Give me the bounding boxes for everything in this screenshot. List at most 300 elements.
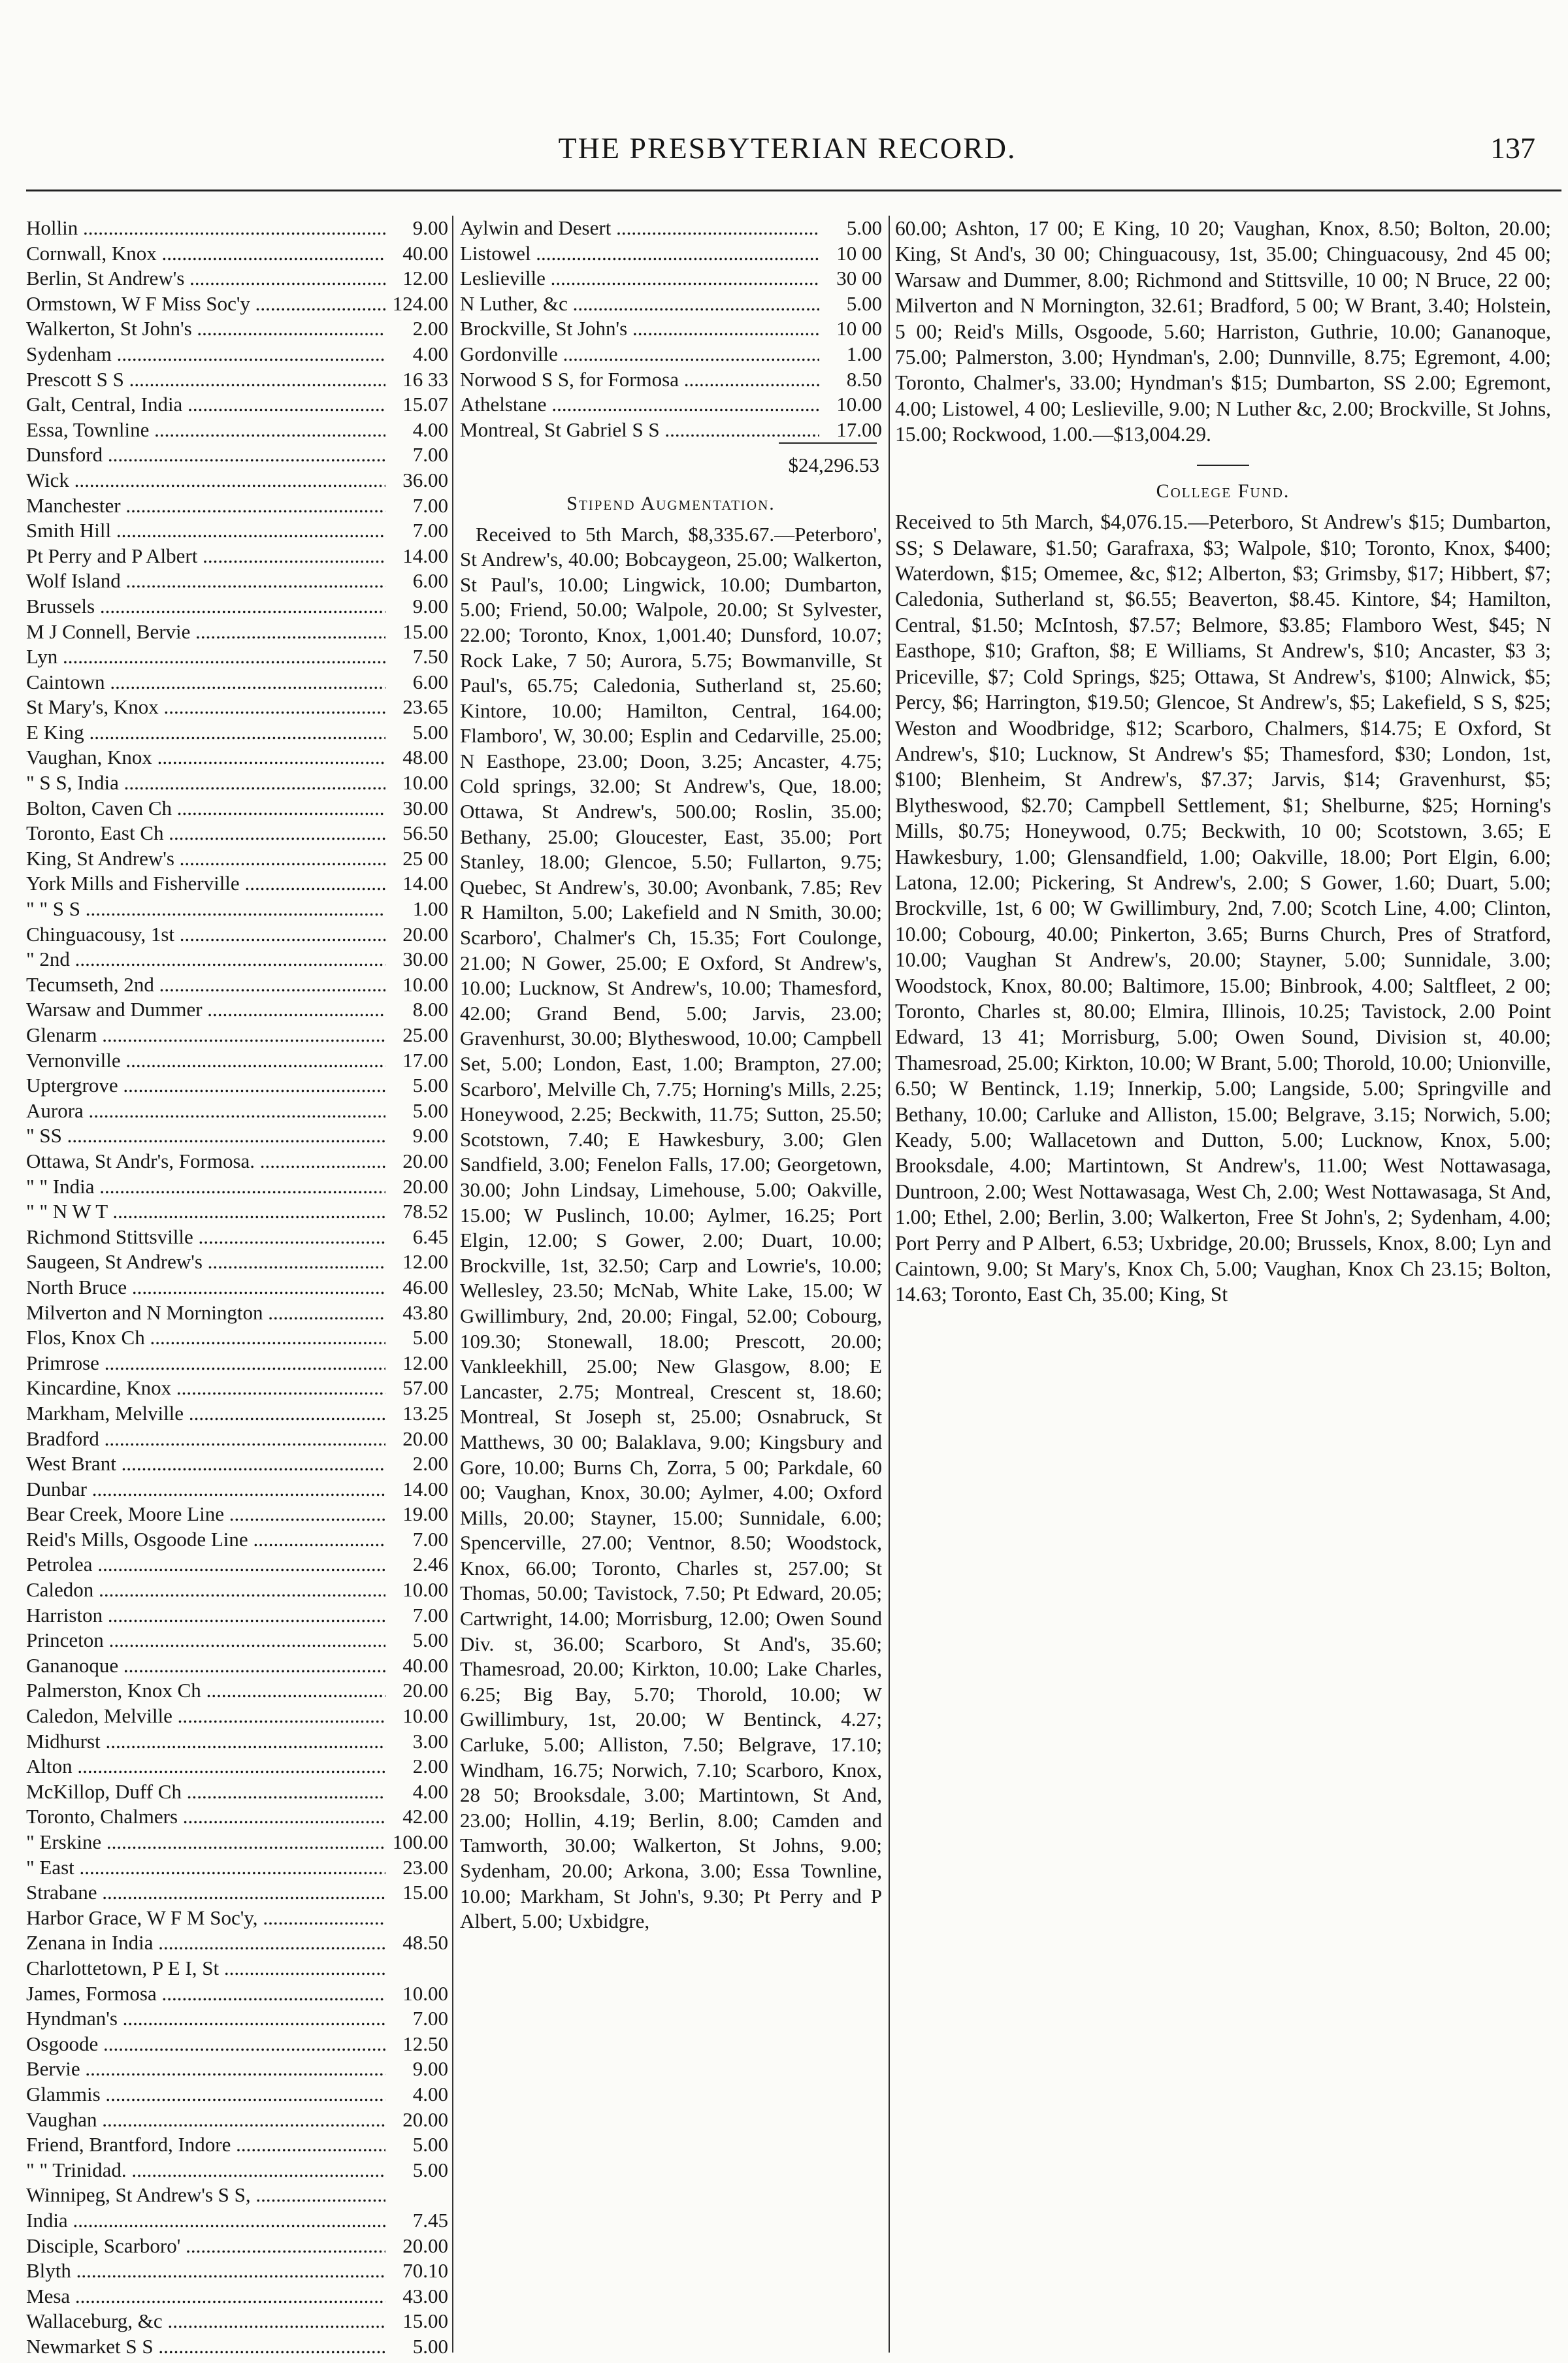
contribution-row (26, 796, 448, 821)
contribution-row (26, 770, 448, 796)
contribution-row (26, 2309, 448, 2334)
contribution-amount: 5.00 (412, 1099, 448, 1122)
contribution-amount: 12.00 (402, 267, 448, 290)
contribution-amount: 12.00 (402, 1351, 448, 1374)
contribution-row (26, 720, 448, 746)
contribution-amount: 20.00 (402, 2107, 448, 2131)
contribution-row (26, 1451, 448, 1477)
contribution-row (26, 2032, 448, 2057)
contributor-name: Listowel ..... (460, 241, 819, 267)
contribution-amount: 20.00 (402, 922, 448, 946)
contributor-name: Bradford ..... (26, 1427, 385, 1452)
contribution-amount: 8.50 (846, 367, 882, 391)
contribution-row (26, 1249, 448, 1275)
column-divider (889, 216, 890, 2353)
stipend-augmentation-heading: Stipend Augmentation. (566, 492, 776, 514)
contributor-name: Montreal, St Gabriel S S ..... (460, 418, 819, 443)
contributor-name: West Brant ..... (26, 1451, 385, 1477)
contribution-row (26, 1174, 448, 1200)
contribution-amount: 14.00 (402, 872, 448, 895)
contribution-row (26, 342, 448, 367)
section-separator (1197, 465, 1249, 466)
contributor-name: Charlottetown, P E I, St ..... (26, 1956, 385, 1981)
contribution-amount: 14.00 (402, 544, 448, 567)
contributor-name: Harbor Grace, W F M Soc'y, ..... (26, 1906, 385, 1931)
grand-total: $24,296.53 (788, 454, 879, 477)
contribution-row (26, 745, 448, 770)
contribution-row (26, 1981, 448, 2007)
contribution-row (26, 1502, 448, 1527)
contribution-row (26, 316, 448, 342)
contribution-amount: 46.00 (402, 1275, 448, 1298)
contributor-name: St Mary's, Knox ..... (26, 695, 385, 720)
contributor-name: Palmerston, Knox Ch ..... (26, 1678, 385, 1704)
contributor-name: Zenana in India ..... (26, 1930, 385, 1956)
contribution-amount: 7.00 (412, 2007, 448, 2030)
contribution-row (26, 2057, 448, 2082)
contributor-name: " " N W T ..... (26, 1199, 385, 1225)
contribution-amount: 7.45 (412, 2208, 448, 2232)
contribution-row (26, 2258, 448, 2284)
contributor-name: Flos, Knox Ch ..... (26, 1325, 385, 1351)
contributor-name: York Mills and Fisherville ..... (26, 871, 385, 897)
contributor-name: Smith Hill ..... (26, 518, 385, 544)
contributor-name: Gananoque ..... (26, 1653, 385, 1679)
contribution-amount: 4.00 (412, 418, 448, 441)
contributor-name: " 2nd ..... (26, 947, 385, 972)
contribution-row (26, 1552, 448, 1578)
contribution-amount: 17.00 (402, 1048, 448, 1072)
contributor-name: Kincardine, Knox ..... (26, 1376, 385, 1401)
contributor-name: Hyndman's ..... (26, 2006, 385, 2032)
contribution-row (26, 1855, 448, 1881)
contributor-name: Bear Creek, Moore Line ..... (26, 1502, 385, 1527)
contributor-name: Petrolea ..... (26, 1552, 385, 1578)
header-rule (26, 190, 1561, 191)
contributor-name: Aylwin and Desert ..... (460, 216, 819, 241)
contribution-amount: 5.00 (412, 1074, 448, 1097)
contribution-amount: 9.00 (412, 2057, 448, 2081)
contributor-name: Midhurst ..... (26, 1729, 385, 1755)
contribution-row (26, 1275, 448, 1300)
contribution-amount: 23.65 (402, 695, 448, 719)
contribution-row (26, 871, 448, 897)
contribution-amount: 2.00 (412, 1755, 448, 1778)
contributor-name: Caintown ..... (26, 670, 385, 695)
contributor-name: Winnipeg, St Andrew's S S, ..... (26, 2183, 385, 2208)
contribution-amount: 2.46 (412, 1553, 448, 1576)
contribution-row (26, 2158, 448, 2183)
contribution-amount: 2.00 (412, 317, 448, 340)
contributor-name: Chinguacousy, 1st ..... (26, 922, 385, 948)
contribution-amount: 48.50 (402, 1931, 448, 1955)
contributor-name: Blyth ..... (26, 2258, 385, 2284)
contribution-row (26, 241, 448, 267)
contributor-name: Athelstane ..... (460, 392, 819, 418)
contributor-name: Friend, Brantford, Indore ..... (26, 2132, 385, 2158)
contribution-row (26, 1376, 448, 1401)
contribution-amount: 10 00 (836, 317, 882, 340)
contribution-row (26, 1225, 448, 1250)
contribution-row (26, 594, 448, 620)
contributor-name: Gordonville ..... (460, 342, 819, 367)
contributor-name: Leslieville ..... (460, 266, 819, 291)
contribution-row (26, 821, 448, 846)
column-2 (460, 216, 882, 2359)
contribution-row (26, 569, 448, 594)
contribution-amount: 13.25 (402, 1401, 448, 1425)
contributor-name: Lyn ..... (26, 644, 385, 670)
contributor-name: Bolton, Caven Ch ..... (26, 796, 385, 821)
column-3 (895, 216, 1551, 2359)
contribution-row (26, 1628, 448, 1653)
contribution-amount: 10 00 (836, 241, 882, 265)
contribution-amount: 4.00 (412, 2082, 448, 2106)
contributor-name: M J Connell, Bervie ..... (26, 620, 385, 645)
contributor-name: Bervie ..... (26, 2057, 385, 2082)
contribution-row (26, 1023, 448, 1048)
contribution-row (26, 1704, 448, 1729)
contribution-amount: 23.00 (402, 1855, 448, 1879)
contribution-amount: 40.00 (402, 1653, 448, 1677)
contribution-amount: 70.10 (402, 2259, 448, 2283)
contribution-amount: 43.80 (402, 1300, 448, 1324)
contributor-name: " " Trinidad. ..... (26, 2158, 385, 2183)
contribution-row (26, 493, 448, 519)
contribution-amount: 14.00 (402, 1477, 448, 1500)
contribution-amount: 16 33 (402, 367, 448, 391)
contribution-amount: 12.50 (402, 2032, 448, 2055)
contribution-row (26, 1603, 448, 1628)
contribution-row (26, 1906, 448, 1931)
contribution-amount: 10.00 (836, 393, 882, 416)
contribution-amount: 9.00 (412, 1124, 448, 1148)
contributor-name: Dunbar ..... (26, 1477, 385, 1502)
contribution-row (26, 1427, 448, 1452)
contribution-row (26, 418, 448, 443)
contribution-row (26, 1401, 448, 1427)
contributor-name: Primrose ..... (26, 1351, 385, 1376)
contribution-amount: 9.00 (412, 594, 448, 618)
contribution-amount: 6.00 (412, 569, 448, 593)
contributor-name: Wallaceburg, &c ..... (26, 2309, 385, 2334)
contribution-row (460, 418, 882, 443)
contributor-name: E King ..... (26, 720, 385, 746)
contribution-amount: 30 00 (836, 267, 882, 290)
contribution-amount: 3.00 (412, 1729, 448, 1753)
contributor-name: Harriston ..... (26, 1603, 385, 1628)
contribution-amount: 56.50 (402, 821, 448, 845)
contributor-name: Toronto, East Ch ..... (26, 821, 385, 846)
contributor-name: Wolf Island ..... (26, 569, 385, 594)
contribution-amount: 7.00 (412, 493, 448, 517)
college-fund-text: Received to 5th March, $4,076.15.—Peterboro, St Andrew's $15; Dumbarton, SS; S Delaware, $1.50; Garafraxa, $3; Walpole, $10; Toronto, Knox, $400; Waterdown, $15; Omemee, &c, $12; Alberton, $3; Grimsby, $17; Hibbert, $7; Caledonia, Sutherland st, $6.55; Beaverton, $8.45. Kintore, $4; Hamilton, Central, $1.50; McIntosh, $7.57; Belmore, $3.85; Flamboro West, $45; N Easthope, $10; Grafton, $8; E Williams, St Andrew's, $10; Ancaster, $3 3; Priceville, $7; Cold Springs, $25; Ottawa, St Andrew's, $100; Alnwick, $5; Percy, $6; Harrington, $19.50; Glencoe, St Andrew's, $5; Lakefield, S S, $25; Weston and Woodbridge, $12; Scarboro, Chalmers, $14.75; E Oxford, St Andrew's, $10; Lucknow, St Andrew's $5; Thamesford, $30; London, 1st, $100; Blenheim, St Andrew's, $7.37; Jarvis, $14; Gravenhurst, $5; Blytheswood, $2.70; Campbell Settlement, $1; Shelburne, $25; Horning's Mills, $0.75; Honeywood, 0.75; Beckwith, 10 00; Scotstown, 3.65; E Hawkesbury, 1.00; Glensandfield, 1.00; Oakville, 18.00; Port Elgin, 6.00; Latona, 12.00; Pickering, St Andrew's, 2.00; S Gower, 1.60; Duart, 5.00; Brockville, 1st, 6 00; W Gwillimbury, 2nd, 7.00; Scotch Line, 4.00; Clinton, 10.00; Cobourg, 40.00; Pinkerton, 3.65; Burns Church, Pres of Stratford, 10.00; Vaughan St Andrew's, 20.00; Stayner, 5.00; Sunnidale, 3.00; Woodstock, Knox, 80.00; Baltimore, 15.00; Binbrook, 4.00; Saltfleet, 2 00; Toronto, Charles st, 80.00; Elmira, Illinois, 10.25; Tavistock, 2.00 Point Edward, 13 41; Morrisburg, 5.00; Owen Sound, Division st, 40.00; Thamesroad, 25.00; Kirkton, 10.00; W Brant, 5.00; Thorold, 10.00; Unionville, 6.50; W Bentinck, 1.19; Innerkip, 5.00; Langside, 5.00; Springville and Bethany, 10.00; Carluke and Alliston, 15.00; Belgrave, 3.15; Norwich, 5.00; Keady, 5.00; Wallacetown and Dutton, 5.00; Lucknow, Knox, 5.00; Brooksdale, 4.00; Martintown, St Andrew's, 11.00; West Nottawasaga, Duntroon, 2.00; West Nottawasaga, West Ch, 2.00; West Nottawasaga, St And, 1.00; Ethel, 2.00; Berlin, 3.00; Walkerton, Free St John's, 2; Sydenham, 4.00; Port Perry and P Albert, 6.53; Uxbridge, 20.00; Brussels, Knox, 8.00; Lyn and Caintown, 9.00; St Mary's, Knox Ch, 5.00; Vaughan, Knox Ch 23.15; Bolton, 14.63; Toronto, East Ch, 35.00; King, St (895, 510, 1551, 1306)
contributor-name: Pt Perry and P Albert ..... (26, 544, 385, 569)
contribution-row (26, 670, 448, 695)
contribution-amount: 42.00 (402, 1805, 448, 1828)
contribution-amount: 5.00 (846, 291, 882, 315)
contributor-name: Milverton and N Mornington ..... (26, 1300, 385, 1326)
contributor-name: " East ..... (26, 1855, 385, 1881)
contribution-row (26, 392, 448, 418)
contribution-amount: 100.00 (392, 1830, 448, 1853)
contribution-amount: 7.00 (412, 519, 448, 542)
contribution-row (26, 997, 448, 1023)
contributor-name: Glenarm ..... (26, 1023, 385, 1048)
contribution-amount: 43.00 (402, 2284, 448, 2307)
contributor-name: Hollin ..... (26, 216, 385, 241)
contribution-row (460, 241, 882, 267)
contribution-amount: 5.00 (846, 216, 882, 239)
page-header (26, 131, 1548, 183)
contributor-name: Vaughan ..... (26, 2107, 385, 2133)
contributor-name: " SS ..... (26, 1123, 385, 1149)
contributor-name: Osgoode ..... (26, 2032, 385, 2057)
contributor-name: Caledon, Melville ..... (26, 1704, 385, 1729)
contributor-name: Strabane ..... (26, 1880, 385, 1906)
contribution-amount: 7.00 (412, 443, 448, 467)
contributor-name: Aurora ..... (26, 1099, 385, 1124)
contribution-row (26, 1048, 448, 1074)
contributor-name: Manchester ..... (26, 493, 385, 519)
contribution-amount: 15.07 (402, 393, 448, 416)
contribution-row (26, 1149, 448, 1174)
contribution-amount: 5.00 (412, 2334, 448, 2358)
contributor-name: Richmond Stittsville ..... (26, 1225, 385, 1250)
contribution-amount: 10.00 (402, 1981, 448, 2005)
contribution-row (26, 846, 448, 872)
contribution-amount: 6.00 (412, 670, 448, 693)
contributor-name: North Bruce ..... (26, 1275, 385, 1300)
contributor-name: Uptergrove ..... (26, 1073, 385, 1099)
contribution-row (26, 2284, 448, 2309)
contribution-amount: 7.50 (412, 645, 448, 669)
contribution-row (26, 291, 448, 317)
contribution-amount: 5.00 (412, 1326, 448, 1349)
contribution-row (26, 620, 448, 645)
contribution-row (460, 316, 882, 342)
contribution-amount: 40.00 (402, 241, 448, 265)
contributions-list-column-2 (460, 216, 882, 442)
contribution-amount: 20.00 (402, 1174, 448, 1198)
contributor-name: Princeton ..... (26, 1628, 385, 1653)
contribution-amount: 25 00 (402, 846, 448, 870)
contribution-row (26, 367, 448, 393)
contribution-row (460, 342, 882, 367)
page-title: THE PRESBYTERIAN RECORD. (558, 131, 1017, 165)
stipend-continuation-text: 60.00; Ashton, 17 00; E King, 10 20; Vaughan, Knox, 8.50; Bolton, 20.00; King, St And's, 30 00; Chinguacousy, 1st, 35.00; Chinguacousy, 2nd 45 00; Warsaw and Dummer, 8.00; Richmond and Stittsville, 10 00; N Bruce, 22 00; Milverton and N Mornington, 32.61; Bradford, 5 00; W Brant, 3.40; Holstein, 5 00; Reid's Mills, Osgoode, 5.60; Harriston, Guthrie, 10.00; Gananoque, 75.00; Palmerston, 3.00; Hyndman's, 2.00; Dunnville, 8.75; Egremont, 4.00; Toronto, Chalmer's, 33.00; Hyndman's $15; Dumbarton, SS 2.00; Egremont, 4.00; Listowel, 4 00; Leslieville, 9.00; N Luther &c, 2.00; Brockville, St Johns, 15.00; Rockwood, 1.00.—$13,004.29. (895, 217, 1551, 446)
contribution-row (26, 216, 448, 241)
contribution-row (26, 2183, 448, 2208)
contribution-row (26, 518, 448, 544)
contribution-amount: 20.00 (402, 1679, 448, 1702)
contribution-row (460, 291, 882, 317)
contribution-amount: 5.00 (412, 2158, 448, 2181)
column-divider (452, 216, 453, 2353)
contribution-amount: 1.00 (412, 897, 448, 921)
contributor-name: James, Formosa ..... (26, 1981, 385, 2007)
contribution-amount: 6.45 (412, 1225, 448, 1248)
contributor-name: Galt, Central, India ..... (26, 392, 385, 418)
contributor-name: Glammis ..... (26, 2082, 385, 2107)
contribution-amount: 17.00 (836, 418, 882, 441)
contributor-name: Brussels ..... (26, 594, 385, 620)
contributor-name: Wick ..... (26, 468, 385, 493)
contributor-name: Cornwall, Knox ..... (26, 241, 385, 267)
college-fund-heading: College Fund. (1156, 480, 1290, 502)
contributions-list-column-1 (26, 216, 448, 2359)
contribution-amount (385, 1906, 448, 1931)
contributor-name: Markham, Melville ..... (26, 1401, 385, 1427)
contribution-row (460, 266, 882, 291)
contribution-amount: 57.00 (402, 1376, 448, 1400)
contributor-name: Saugeen, St Andrew's ..... (26, 1249, 385, 1275)
contribution-amount: 30.00 (402, 796, 448, 819)
contributor-name: Dunsford ..... (26, 442, 385, 468)
contributor-name: Ormstown, W F Miss Soc'y ..... (26, 291, 385, 317)
contribution-row (26, 1073, 448, 1099)
contribution-amount (385, 2183, 448, 2208)
contribution-amount: 5.00 (412, 1628, 448, 1652)
contribution-amount: 4.00 (412, 342, 448, 365)
contribution-amount: 15.00 (402, 1881, 448, 1904)
contribution-amount: 4.00 (412, 1779, 448, 1803)
contributor-name: Prescott S S ..... (26, 367, 385, 393)
contribution-row (26, 468, 448, 493)
contributor-name: Warsaw and Dummer ..... (26, 997, 385, 1023)
contributor-name: Tecumseth, 2nd ..... (26, 972, 385, 998)
contributor-name: Caledon ..... (26, 1578, 385, 1603)
contribution-row (26, 1678, 448, 1704)
contribution-row (460, 367, 882, 393)
contribution-row (26, 1729, 448, 1755)
contribution-amount: 36.00 (402, 468, 448, 491)
contribution-amount: 20.00 (402, 1149, 448, 1172)
contributor-name: Sydenham ..... (26, 342, 385, 367)
contributor-name: Walkerton, St John's ..... (26, 316, 385, 342)
contribution-row (26, 1779, 448, 1805)
contribution-amount: 25.00 (402, 1023, 448, 1046)
contribution-amount: 10.00 (402, 1578, 448, 1602)
total-rule (779, 442, 877, 444)
contribution-amount: 10.00 (402, 972, 448, 996)
contribution-amount: 10.00 (402, 1704, 448, 1728)
contributor-name: India ..... (26, 2208, 385, 2234)
contribution-amount: 30.00 (402, 948, 448, 971)
contribution-row (26, 1930, 448, 1956)
contribution-amount: 7.00 (412, 1527, 448, 1551)
contribution-row (26, 1880, 448, 1906)
contribution-amount: 1.00 (846, 342, 882, 365)
contribution-row (26, 1653, 448, 1679)
contribution-amount: 48.00 (402, 746, 448, 769)
contribution-amount: 8.00 (412, 998, 448, 1021)
contribution-row (26, 1527, 448, 1553)
contributor-name: N Luther, &c ..... (460, 291, 819, 317)
contribution-row (26, 972, 448, 998)
contributor-name: " " India ..... (26, 1174, 385, 1200)
contributor-name: Alton ..... (26, 1754, 385, 1779)
contribution-row (26, 1477, 448, 1502)
contribution-row (26, 644, 448, 670)
contribution-row (26, 544, 448, 569)
contribution-row (26, 1199, 448, 1225)
contribution-amount: 2.00 (412, 1452, 448, 1476)
contribution-amount (385, 1956, 448, 1981)
contribution-amount: 7.00 (412, 1603, 448, 1627)
contribution-row (26, 1099, 448, 1124)
contribution-row (26, 442, 448, 468)
contribution-row (26, 1956, 448, 1981)
contribution-row (26, 1123, 448, 1149)
contribution-amount: 20.00 (402, 1427, 448, 1450)
contribution-row (26, 897, 448, 922)
contributor-name: King, St Andrew's ..... (26, 846, 385, 872)
contribution-row (26, 2132, 448, 2158)
contribution-row (26, 947, 448, 972)
contribution-amount: 19.00 (402, 1502, 448, 1526)
contributor-name: " " S S ..... (26, 897, 385, 922)
contribution-row (26, 2107, 448, 2133)
contribution-amount: 10.00 (402, 771, 448, 795)
contributor-name: " S S, India ..... (26, 770, 385, 796)
contribution-amount: 15.00 (402, 2309, 448, 2333)
contribution-row (26, 2082, 448, 2107)
contribution-amount: 124.00 (392, 291, 448, 315)
contribution-row (26, 2334, 448, 2359)
contributor-name: Berlin, St Andrew's ..... (26, 266, 385, 291)
contributor-name: Vaughan, Knox ..... (26, 745, 385, 770)
contribution-amount: 9.00 (412, 216, 448, 239)
contributor-name: Vernonville ..... (26, 1048, 385, 1074)
contribution-row (26, 1578, 448, 1603)
contribution-amount: 12.00 (402, 1250, 448, 1274)
contribution-row (26, 2208, 448, 2234)
contributor-name: Disciple, Scarboro' ..... (26, 2234, 385, 2259)
contribution-row (26, 266, 448, 291)
page-number: 137 (1490, 131, 1535, 165)
contribution-amount: 78.52 (402, 1200, 448, 1223)
contribution-row (460, 216, 882, 241)
contribution-amount: 20.00 (402, 2234, 448, 2257)
contributor-name: Essa, Townline ..... (26, 418, 385, 443)
contribution-row (26, 2234, 448, 2259)
contribution-amount: 15.00 (402, 620, 448, 643)
contributor-name: " Erskine ..... (26, 1830, 385, 1855)
contributor-name: Mesa ..... (26, 2284, 385, 2309)
contribution-amount: 5.00 (412, 2133, 448, 2156)
contributor-name: Newmarket S S ..... (26, 2334, 385, 2359)
contribution-amount: 5.00 (412, 720, 448, 744)
contribution-row (26, 1325, 448, 1351)
contributor-name: Brockville, St John's ..... (460, 316, 819, 342)
contribution-row (26, 2006, 448, 2032)
contributor-name: Norwood S S, for Formosa ..... (460, 367, 819, 393)
stipend-augmentation-text: Received to 5th March, $8,335.67.—Peterboro', St Andrew's, 40.00; Bobcaygeon, 25.00; Walkerton, St Paul's, 10.00; Lingwick, 10.00; Dumbarton, 5.00; Friend, 50.00; Walpole, 20.00; St Sylvester, 22.00; Toronto, Knox, 1,001.40; Dunsford, 10.07; Rock Lake, 7 50; Aurora, 5.75; Bowmanville, St Paul's, 65.75; Caledonia, Sutherland st, 25.60; Kintore, 10.00; Hamilton, Central, 164.00; Flamboro', W, 30.00; Esplin and Cedarville, 25.00; N Easthope, 23.00; Doon, 3.25; Ancaster, 4.75; Cold springs, 32.00; St Andrew's, Que, 18.00; Ottawa, St Andrew's, 500.00; Roslin, 35.00; Bethany, 25.00; Gloucester, East, 35.00; Port Stanley, 18.00; Glencoe, 5.50; Fullarton, 9.75; Quebec, St Andrew's, 30.00; Avonbank, 7.85; Rev R Hamilton, 5.00; Lakefield and N Smith, 30.00; Scarboro', Chalmer's Ch, 15.35; Fort Coulonge, 21.00; N Gower, 25.00; E Oxford, St Andrew's, 10.00; Lucknow, St Andrew's, 10.00; Thamesford, 42.00; Grand Bend, 5.00; Jarvis, 23.00; Gravenhurst, 30.00; Blytheswood, 10.00; Campbell Set, 5.00; London, East, 1.00; Brampton, 27.00; Scarboro', Melville Ch, 7.75; Horning's Mills, 2.25; Honeywood, 2.25; Beckwith, 11.75; Sutton, 25.50; Scotstown, 7.40; E Hawkesbury, 3.00; Glen Sandfield, 3.00; Fenelon Falls, 17.00; Georgetown, 30.00; John Lindsay, Limehouse, 5.00; Oakville, 15.00; W Puslinch, 10.00; Aylmer, 16.25; Port Elgin, 12.00; S Gower, 2.00; Duart, 10.00; Brockville, 1st, 32.50; Carp and Lowrie's, 10.00; Wellesley, 23.50; McNab, White Lake, 15.00; W Gwillimbury, 2nd, 20.00; Fingal, 52.00; Cobourg, 109.30; Stonewall, 18.00; Prescott, 20.00; Vankleekhill, 25.00; New Glasgow, 8.00; E Lancaster, 2.75; Montreal, Crescent st, 18.60; Montreal, St Joseph st, 25.00; Osnabruck, St Matthews, 30 00; Balaklava, 9.00; Kingsbury and Gore, 10.00; Burns Ch, Zorra, 5 00; Parkdale, 60 00; Vaughan, Knox, 30.00; Aylmer, 4.00; Oxford Mills, 20.00; Stayner, 15.00; Sunnidale, 6.00; Spencerville, 27.00; Ventnor, 8.50; Woodstock, Knox, 66.00; Toronto, Charles st, 257.00; St Thomas, 50.00; Tavistock, 7.50; Pt Edward, 20.05; Cartwright, 14.00; Morrisburg, 12.00; Owen Sound Div. st, 36.00; Scarboro, St And's, 35.60; Thamesroad, 20.00; Kirkton, 10.00; Lake Charles, 6.25; Big Bay, 5.70; Thorold, 10.00; W Gwillimbury, 1st, 20.00; W Bentinck, 4.27; Carluke, 5.00; Alliston, 7.50; Belgrave, 17.10; Windham, 16.75; Norwich, 7.10; Scarboro, Knox, 28 50; Brooksdale, 3.00; Martintown, St And, 23.00; Hollin, 4.19; Berlin, 8.00; Camden and Tamworth, 30.00; Walkerton, St Johns, 9.00; Sydenham, 20.00; Arkona, 3.00; Essa Townline, 10.00; Markham, St John's, 9.30; Pt Perry and P Albert, 5.00; Uxbidgre, (460, 522, 882, 1933)
contributor-name: Reid's Mills, Osgoode Line ..... (26, 1527, 385, 1553)
contribution-row (26, 1804, 448, 1830)
contribution-row (26, 1754, 448, 1779)
contributor-name: Ottawa, St Andr's, Formosa. ..... (26, 1149, 385, 1174)
contributor-name: McKillop, Duff Ch ..... (26, 1779, 385, 1805)
contribution-row (26, 1830, 448, 1855)
contribution-row (26, 1300, 448, 1326)
contributor-name: Toronto, Chalmers ..... (26, 1804, 385, 1830)
contribution-row (26, 922, 448, 948)
contribution-row (26, 695, 448, 720)
contribution-row (26, 1351, 448, 1376)
contribution-row (460, 392, 882, 418)
